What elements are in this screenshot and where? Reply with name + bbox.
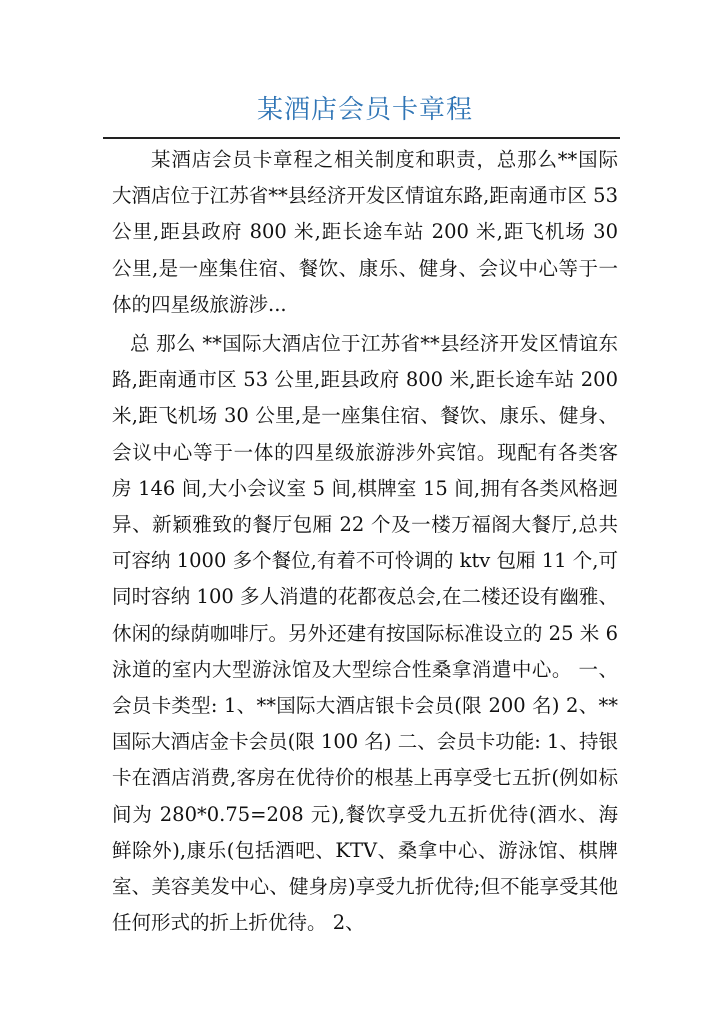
title-divider — [103, 137, 620, 139]
body-paragraph: 总 那么 **国际大酒店位于江苏省**县经济开发区情谊东路,距南通市区 53 公里,距县政府 800 米,距长途车站 200 米,距飞机场 30 公里,是一座集住宿、餐饮、康乐、健身、会议中心等于一体的四星级旅游涉外宾馆。现配有各类客房 146 间,大小会议室 5 间,棋牌室 15 间,拥有各类风格迥异、新颖雅致的餐厅包厢 22 个及一楼万福阁大餐厅,总共可容纳 1000 多个餐位,有着不可怜调的 ktv 包厢 11 个,可同时容纳 100 多人消遣的花都夜总会,在二楼还设有幽雅、休闲的绿荫咖啡厅。另外还建有按国际标准设立的 25 米 6 泳道的室内大型游泳馆及大型综合性桑拿消遣中心。 一、会员卡类型: 1、**国际大酒店银卡会员(限 200 名) 2、**国际大酒店金卡会员(限 100 名) 二、会员卡功能: 1、持银卡在酒店消费,客房在优待价的根基上再享受七五折(例如标间为 280*0.75=208 元),餐饮享受九五折优待(酒水、海鲜除外),康乐(包括酒吧、KTV、桑拿中心、游泳馆、棋牌室、美容美发中心、健身房)享受九折优待;但不能享受其他任何形式的折上折优待。 2、 — [112, 332, 618, 935]
document-title: 某酒店会员卡章程 — [256, 95, 473, 125]
intro-paragraph: 某酒店会员卡章程之相关制度和职责，总那么**国际大酒店位于江苏省**县经济开发区情谊东路,距南通市区 53 公里,距县政府 800 米,距长途车站 200 米,距飞机场 30 公里,是一座集住宿、餐饮、康乐、健身、会议中心等于一体的四星级旅游涉... — [112, 148, 618, 316]
